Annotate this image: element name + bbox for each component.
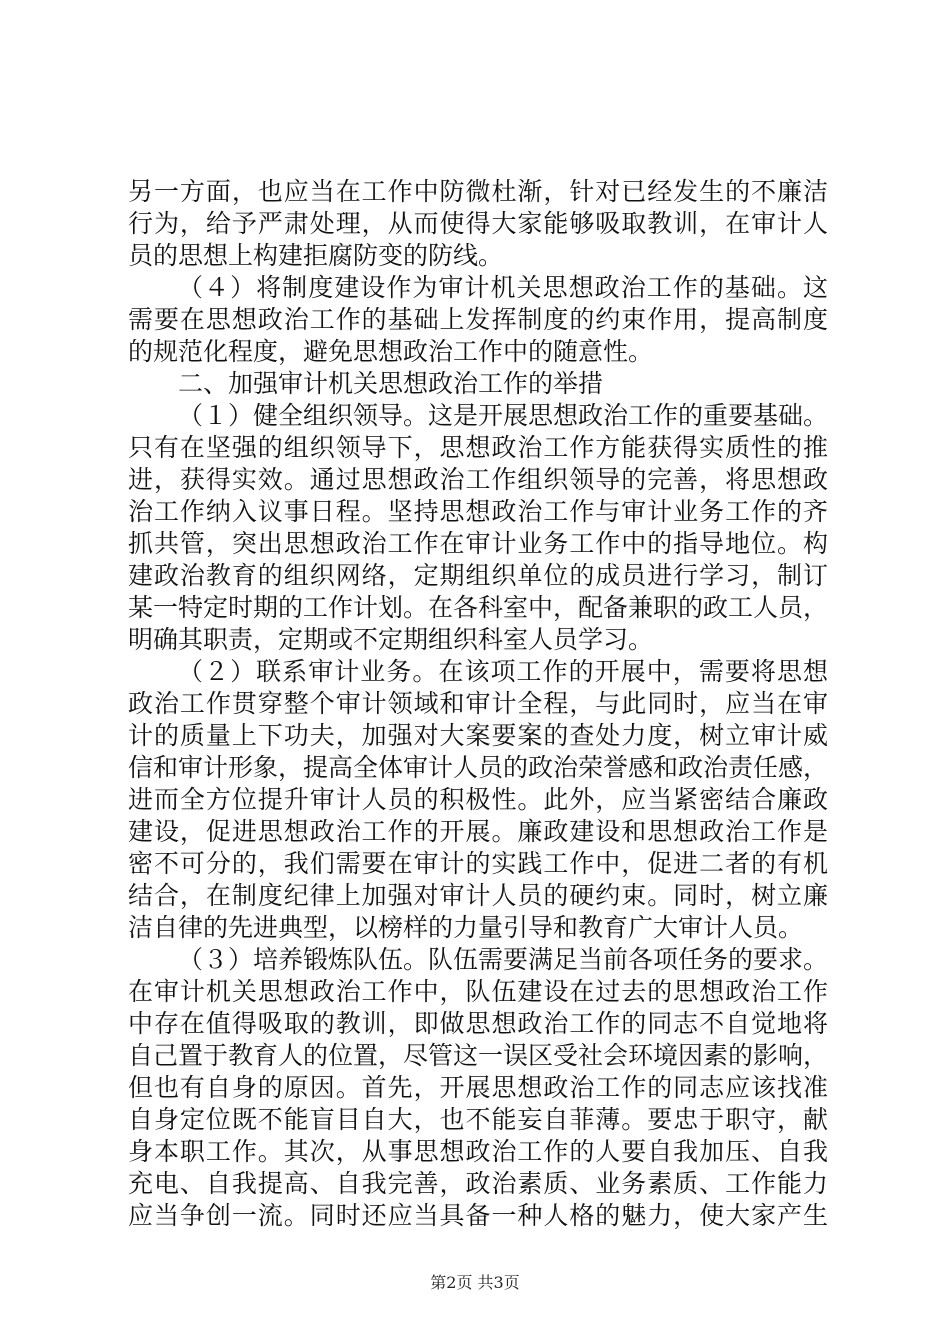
body-text-line: 的规范化程度，避免思想政治工作中的随意性。 (128, 337, 654, 366)
body-text-line: 洁自律的先进典型，以榜样的力量引导和教育广大审计人员。 (128, 913, 804, 942)
body-text-line: （４）将制度建设作为审计机关思想政治工作的基础。这 (178, 273, 828, 302)
body-text-line: 需要在思想政治工作的基础上发挥制度的约束作用，提高制度 (128, 305, 828, 334)
body-text-line: 行为，给予严肃处理，从而使得大家能够吸取教训，在审计人 (128, 209, 828, 238)
body-text-line: 充电、自我提高、自我完善，政治素质、业务素质、工作能力 (128, 1169, 828, 1198)
body-text-line: 结合，在制度纪律上加强对审计人员的硬约束。同时，树立廉 (128, 881, 828, 910)
body-text-line: 进而全方位提升审计人员的积极性。此外，应当紧密结合廉政 (128, 785, 828, 814)
page-number-footer: 第2页 共3页 (430, 1273, 520, 1292)
body-text-line: 自身定位既不能盲目自大，也不能妄自菲薄。要忠于职守，献 (128, 1105, 828, 1134)
body-text-line: 中存在值得吸取的教训，即做思想政治工作的同志不自觉地将 (128, 1009, 828, 1038)
body-text-line: 建政治教育的组织网络，定期组织单位的成员进行学习，制订 (128, 561, 828, 590)
body-text-line: （３）培养锻炼队伍。队伍需要满足当前各项任务的要求。 (178, 945, 829, 974)
body-text-line: （１）健全组织领导。这是开展思想政治工作的重要基础。 (178, 401, 829, 430)
body-text-line: 进，获得实效。通过思想政治工作组织领导的完善，将思想政 (128, 465, 828, 494)
body-text-line: 明确其职责，定期或不定期组织科室人员学习。 (128, 625, 654, 654)
body-text-line: 建设，促进思想政治工作的开展。廉政建设和思想政治工作是 (128, 817, 828, 846)
section-heading: 二、加强审计机关思想政治工作的举措 (178, 369, 604, 398)
body-text-line: 应当争创一流。同时还应当具备一种人格的魅力，使大家产生 (128, 1201, 828, 1230)
body-text-line: 在审计机关思想政治工作中，队伍建设在过去的思想政治工作 (128, 977, 828, 1006)
body-text-line: 信和审计形象，提高全体审计人员的政治荣誉感和政治责任感， (128, 753, 829, 782)
body-text-line: 员的思想上构建拒腐防变的防线。 (128, 241, 504, 270)
body-text-line: 只有在坚强的组织领导下，思想政治工作方能获得实质性的推 (128, 433, 828, 462)
body-text-line: 另一方面，也应当在工作中防微杜渐，针对已经发生的不廉洁 (128, 177, 828, 206)
body-text-line: 计的质量上下功夫，加强对大案要案的查处力度，树立审计威 (128, 721, 828, 750)
body-text-line: 但也有自身的原因。首先，开展思想政治工作的同志应该找准 (128, 1073, 828, 1102)
body-text-line: 某一特定时期的工作计划。在各科室中，配备兼职的政工人员， (128, 593, 829, 622)
body-text-line: 治工作纳入议事日程。坚持思想政治工作与审计业务工作的齐 (128, 497, 828, 526)
body-text-line: 自己置于教育人的位置，尽管这一误区受社会环境因素的影响， (128, 1041, 829, 1070)
body-text-line: 政治工作贯穿整个审计领域和审计全程，与此同时，应当在审 (128, 689, 828, 718)
body-text-line: 密不可分的，我们需要在审计的实践工作中，促进二者的有机 (128, 849, 828, 878)
body-text-line: 抓共管，突出思想政治工作在审计业务工作中的指导地位。构 (128, 529, 828, 558)
body-text-line: （２）联系审计业务。在该项工作的开展中，需要将思想 (178, 657, 828, 686)
body-text-line: 身本职工作。其次，从事思想政治工作的人要自我加压、自我 (128, 1137, 828, 1166)
